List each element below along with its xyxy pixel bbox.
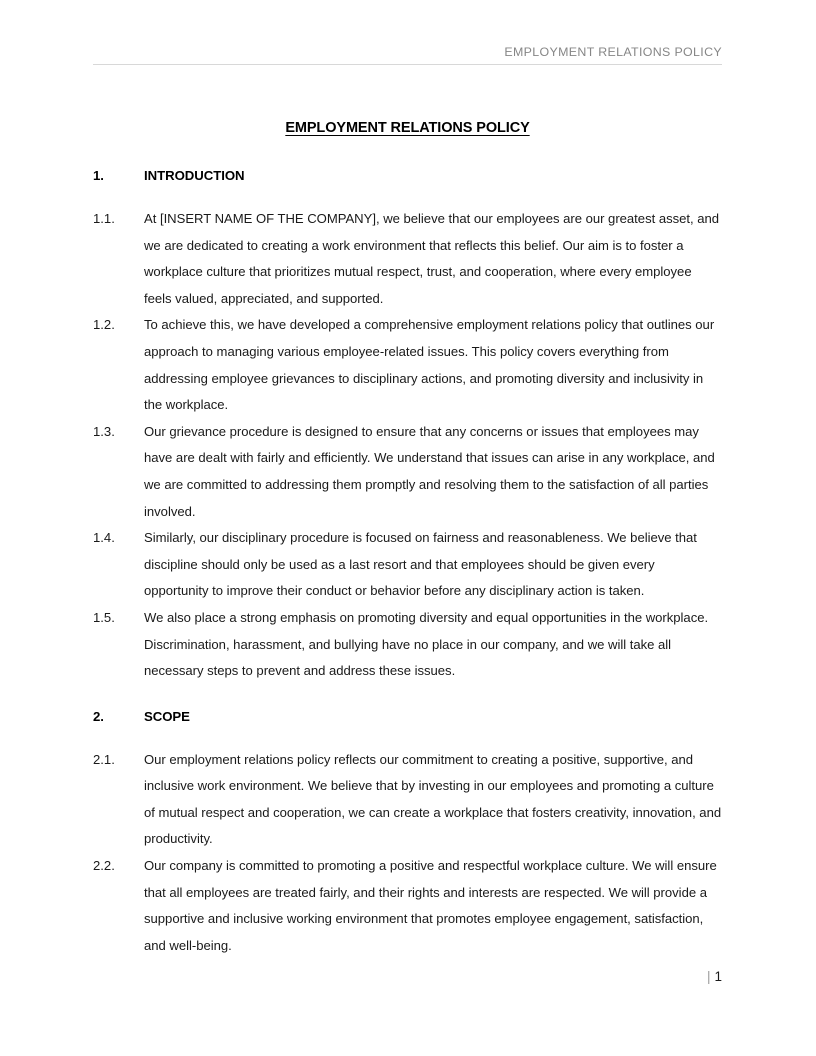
page-header <box>93 44 722 65</box>
clause-text: We also place a strong emphasis on promoting diversity and equal opportunities in the workplace. Discrimination, harassment, and bullying have no place in our company, and we will take all necessary steps to prevent and address these issues. <box>144 609 709 679</box>
section-heading-scope <box>93 707 722 727</box>
section-label: INTRODUCTION <box>144 168 245 183</box>
spacer <box>93 186 722 206</box>
clause-number: 1.4. <box>93 530 115 546</box>
clause-1-3 <box>93 419 722 525</box>
spacer <box>93 727 722 747</box>
clause-text: Our grievance procedure is designed to ensure that any concerns or issues that employees may have are dealt with fairly and efficiently. We understand that issues can arise in any workplace, and we are committed to addressing them promptly and resolving them to the satisfaction of all parties involved. <box>144 423 715 519</box>
section-number: 1. <box>93 168 104 183</box>
clause-number: 2.2. <box>93 858 115 874</box>
clause-2-1 <box>93 747 722 853</box>
clause-number: 1.3. <box>93 423 115 439</box>
clause-number: 2.1. <box>93 751 115 767</box>
section-label: SCOPE <box>144 708 190 724</box>
clause-number: 1.5. <box>93 609 115 625</box>
clause-1-1 <box>93 206 722 312</box>
clause-text: Similarly, our disciplinary procedure is focused on fairness and reasonableness. We believe that discipline should only be used as a last resort and that employees should be given every opportunity to improve their conduct or behavior before any disciplinary action is taken. <box>144 530 697 599</box>
clause-2-2 <box>93 853 722 959</box>
document-body <box>93 118 722 959</box>
page-title-text: EMPLOYMENT RELATIONS POLICY <box>285 120 530 136</box>
clause-1-2 <box>93 312 722 418</box>
header-divider <box>93 64 722 65</box>
clause-text: To achieve this, we have developed a comprehensive employment relations policy that outlines our approach to managing various employee-related issues. This policy covers everything from addressing employee grievances to disciplinary actions, and promoting diversity and inclusivity in the workplace. <box>144 317 715 413</box>
clause-text: Our employment relations policy reflects our commitment to creating a positive, supportive, and inclusive work environment. We believe that by investing in our employees and promoting a culture of mutual respect and cooperation, we can create a workplace that fosters creativity, innovation, and productivity. <box>144 751 722 847</box>
clause-1-5 <box>93 605 722 685</box>
footer-separator: | <box>706 969 711 984</box>
spacer <box>93 685 722 707</box>
section-heading-introduction <box>93 166 722 186</box>
clause-number: 1.1. <box>93 211 115 226</box>
page-number: 1 <box>714 969 722 984</box>
clause-1-4 <box>93 525 722 605</box>
page-title <box>93 118 722 138</box>
page-footer <box>93 967 722 987</box>
section-number: 2. <box>93 708 104 724</box>
clause-number: 1.2. <box>93 317 115 333</box>
clause-text: Our company is committed to promoting a positive and respectful workplace culture. We will ensure that all employees are treated fairly, and their rights and interests are respected. We will provide a supportive and inclusive working environment that promotes employee engagement, satisfaction, and well-being. <box>144 858 717 953</box>
running-header-title: EMPLOYMENT RELATIONS POLICY <box>504 45 722 59</box>
clause-text: At [INSERT NAME OF THE COMPANY], we believe that our employees are our greatest asset, and we are dedicated to creating a work environment that reflects this belief. Our aim is to foster a workplace culture that prioritizes mutual respect, trust, and cooperation, where every employee feels valued, appreciated, and supported. <box>144 211 720 306</box>
